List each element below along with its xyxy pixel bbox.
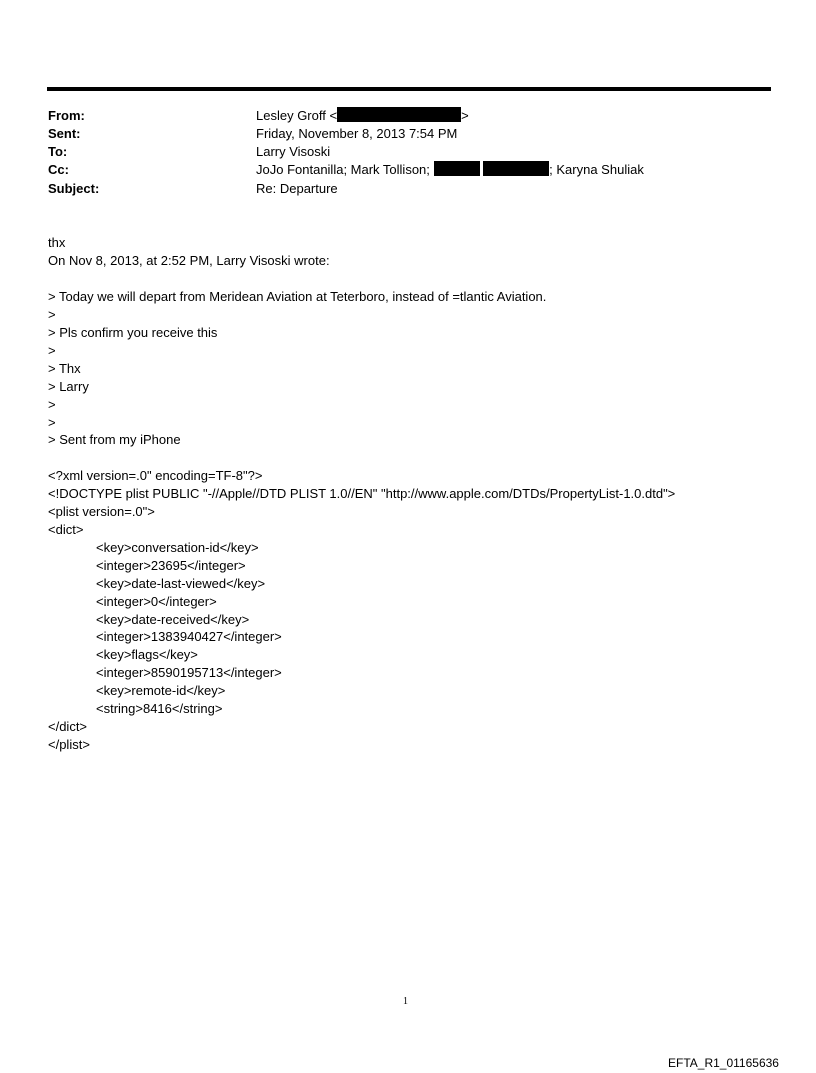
xml-line: </plist> xyxy=(48,737,90,752)
body-line: > Larry xyxy=(48,379,89,394)
redaction-block xyxy=(483,161,549,176)
xml-line: <key>remote-id</key> xyxy=(96,683,226,698)
body-line: > xyxy=(48,343,56,358)
xml-line: <?xml version=.0" encoding=TF-8"?> xyxy=(48,468,263,483)
from-bracket: > xyxy=(461,108,469,123)
xml-line: <string>8416</string> xyxy=(96,701,223,716)
xml-line: <integer>0</integer> xyxy=(96,594,217,609)
body-line: thx xyxy=(48,235,66,250)
to-label: To: xyxy=(48,144,68,159)
sent-label: Sent: xyxy=(48,126,81,141)
xml-line: <key>flags</key> xyxy=(96,647,198,662)
xml-line: <integer>1383940427</integer> xyxy=(96,629,282,644)
document-id: EFTA_R1_01165636 xyxy=(668,1056,779,1070)
body-line: > xyxy=(48,415,56,430)
xml-line: <key>date-received</key> xyxy=(96,612,250,627)
subject-label: Subject: xyxy=(48,181,100,196)
cc-value xyxy=(256,161,644,179)
xml-line: <integer>8590195713</integer> xyxy=(96,665,282,680)
body-line: On Nov 8, 2013, at 2:52 PM, Larry Visoski wrote: xyxy=(48,253,330,268)
xml-line: <key>date-last-viewed</key> xyxy=(96,576,266,591)
body-line: > Today we will depart from Meridean Aviation at Teterboro, instead of =tlantic Aviation. xyxy=(48,289,547,304)
body-line: > xyxy=(48,397,56,412)
xml-line: <dict> xyxy=(48,522,84,537)
cc-label: Cc: xyxy=(48,162,69,177)
body-line: > Sent from my iPhone xyxy=(48,432,181,447)
page-number: 1 xyxy=(403,996,408,1007)
from-label: From: xyxy=(48,108,85,123)
xml-line: <plist version=.0"> xyxy=(48,504,155,519)
header-rule xyxy=(47,87,771,91)
subject-value: Re: Departure xyxy=(256,181,338,196)
xml-line: <!DOCTYPE plist PUBLIC "-//Apple//DTD PLIST 1.0//EN" "http://www.apple.com/DTDs/PropertyList-1.0.dtd"> xyxy=(48,486,676,501)
from-value xyxy=(256,107,469,125)
body-line: > xyxy=(48,307,56,322)
cc-names: JoJo Fontanilla; Mark Tollison; xyxy=(256,162,430,177)
xml-line: <integer>23695</integer> xyxy=(96,558,246,573)
from-name: Lesley Groff < xyxy=(256,108,338,123)
redaction-block xyxy=(434,161,480,176)
redaction-block xyxy=(337,107,461,122)
body-line: > Pls confirm you receive this xyxy=(48,325,218,340)
to-value: Larry Visoski xyxy=(256,144,331,159)
xml-line: </dict> xyxy=(48,719,88,734)
body-line: > Thx xyxy=(48,361,81,376)
xml-line: <key>conversation-id</key> xyxy=(96,540,259,555)
sent-value: Friday, November 8, 2013 7:54 PM xyxy=(256,126,458,141)
cc-names-end: ; Karyna Shuliak xyxy=(549,162,644,177)
